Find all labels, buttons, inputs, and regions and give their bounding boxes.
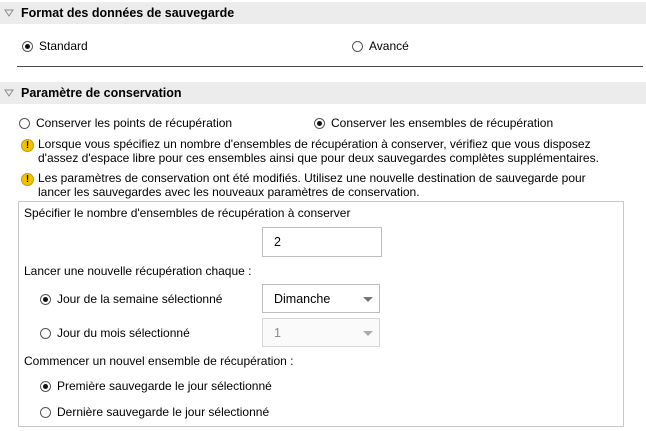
- keep-recovery-points-radio[interactable]: [19, 116, 232, 130]
- warning-line: Les paramètres de conservation ont été modifiés. Utilisez une nouvelle destination de sauvegarde pour: [38, 171, 586, 185]
- retention-section-title: Paramètre de conservation: [21, 86, 182, 100]
- format-standard-label: Standard: [39, 39, 88, 53]
- radio-indicator[interactable]: [40, 381, 51, 392]
- weekday-label: Jour de la semaine sélectionné: [57, 292, 223, 306]
- keep-recovery-sets-radio[interactable]: [314, 116, 553, 130]
- monthday-label: Jour du mois sélectionné: [57, 326, 190, 340]
- section-divider: [17, 66, 643, 67]
- recovery-set-count-input[interactable]: 2: [262, 227, 382, 257]
- warning-icon: !: [21, 173, 34, 186]
- chevron-down-icon[interactable]: [4, 8, 14, 18]
- keep-recovery-points-label: Conserver les points de récupération: [36, 116, 233, 130]
- chevron-down-icon[interactable]: [363, 297, 373, 302]
- weekday-select-value: Dimanche: [274, 292, 331, 306]
- warning-message-changed: [38, 171, 638, 199]
- radio-indicator[interactable]: [314, 118, 325, 129]
- warning-line: lancer les sauvegardes avec les nouveaux paramètres de conservation.: [38, 185, 420, 199]
- first-backup-label: Première sauvegarde le jour sélectionné: [57, 379, 272, 393]
- chevron-down-icon[interactable]: [4, 88, 14, 98]
- weekday-radio[interactable]: [40, 292, 222, 306]
- warning-line: d'assez d'espace libre pour ces ensembles ainsi que pour deux sauvegardes complètes supplémentaires.: [38, 151, 599, 165]
- format-advanced-label: Avancé: [369, 39, 409, 53]
- format-advanced-radio[interactable]: [352, 39, 409, 53]
- chevron-down-icon: [363, 331, 373, 336]
- weekday-select[interactable]: [262, 284, 380, 313]
- radio-indicator[interactable]: [22, 41, 33, 52]
- warning-line: Lorsque vous spécifiez un nombre d'ensembles de récupération à conserver, vérifiez que vous disposez: [38, 137, 591, 151]
- monthday-radio[interactable]: [40, 326, 190, 340]
- format-section-header[interactable]: [0, 2, 646, 24]
- monthday-select: [262, 318, 380, 347]
- radio-indicator[interactable]: [40, 328, 51, 339]
- first-backup-radio[interactable]: [40, 379, 272, 393]
- monthday-select-value: 1: [274, 326, 281, 340]
- radio-indicator[interactable]: [19, 118, 30, 129]
- radio-indicator[interactable]: [40, 294, 51, 305]
- start-set-label: Commencer un nouvel ensemble de récupération :: [24, 354, 294, 368]
- format-standard-radio[interactable]: [22, 39, 88, 53]
- radio-indicator[interactable]: [40, 407, 51, 418]
- radio-indicator[interactable]: [352, 41, 363, 52]
- format-section-title: Format des données de sauvegarde: [21, 6, 235, 20]
- last-backup-radio[interactable]: [40, 405, 269, 419]
- warning-message-space: [38, 137, 638, 165]
- new-recovery-label: Lancer une nouvelle récupération chaque :: [24, 264, 252, 278]
- warning-icon: !: [21, 139, 34, 152]
- retention-section-header[interactable]: [0, 82, 646, 104]
- recovery-set-count-label: Spécifier le nombre d'ensembles de récupération à conserver: [24, 206, 351, 220]
- last-backup-label: Dernière sauvegarde le jour sélectionné: [57, 405, 270, 419]
- keep-recovery-sets-label: Conserver les ensembles de récupération: [331, 116, 554, 130]
